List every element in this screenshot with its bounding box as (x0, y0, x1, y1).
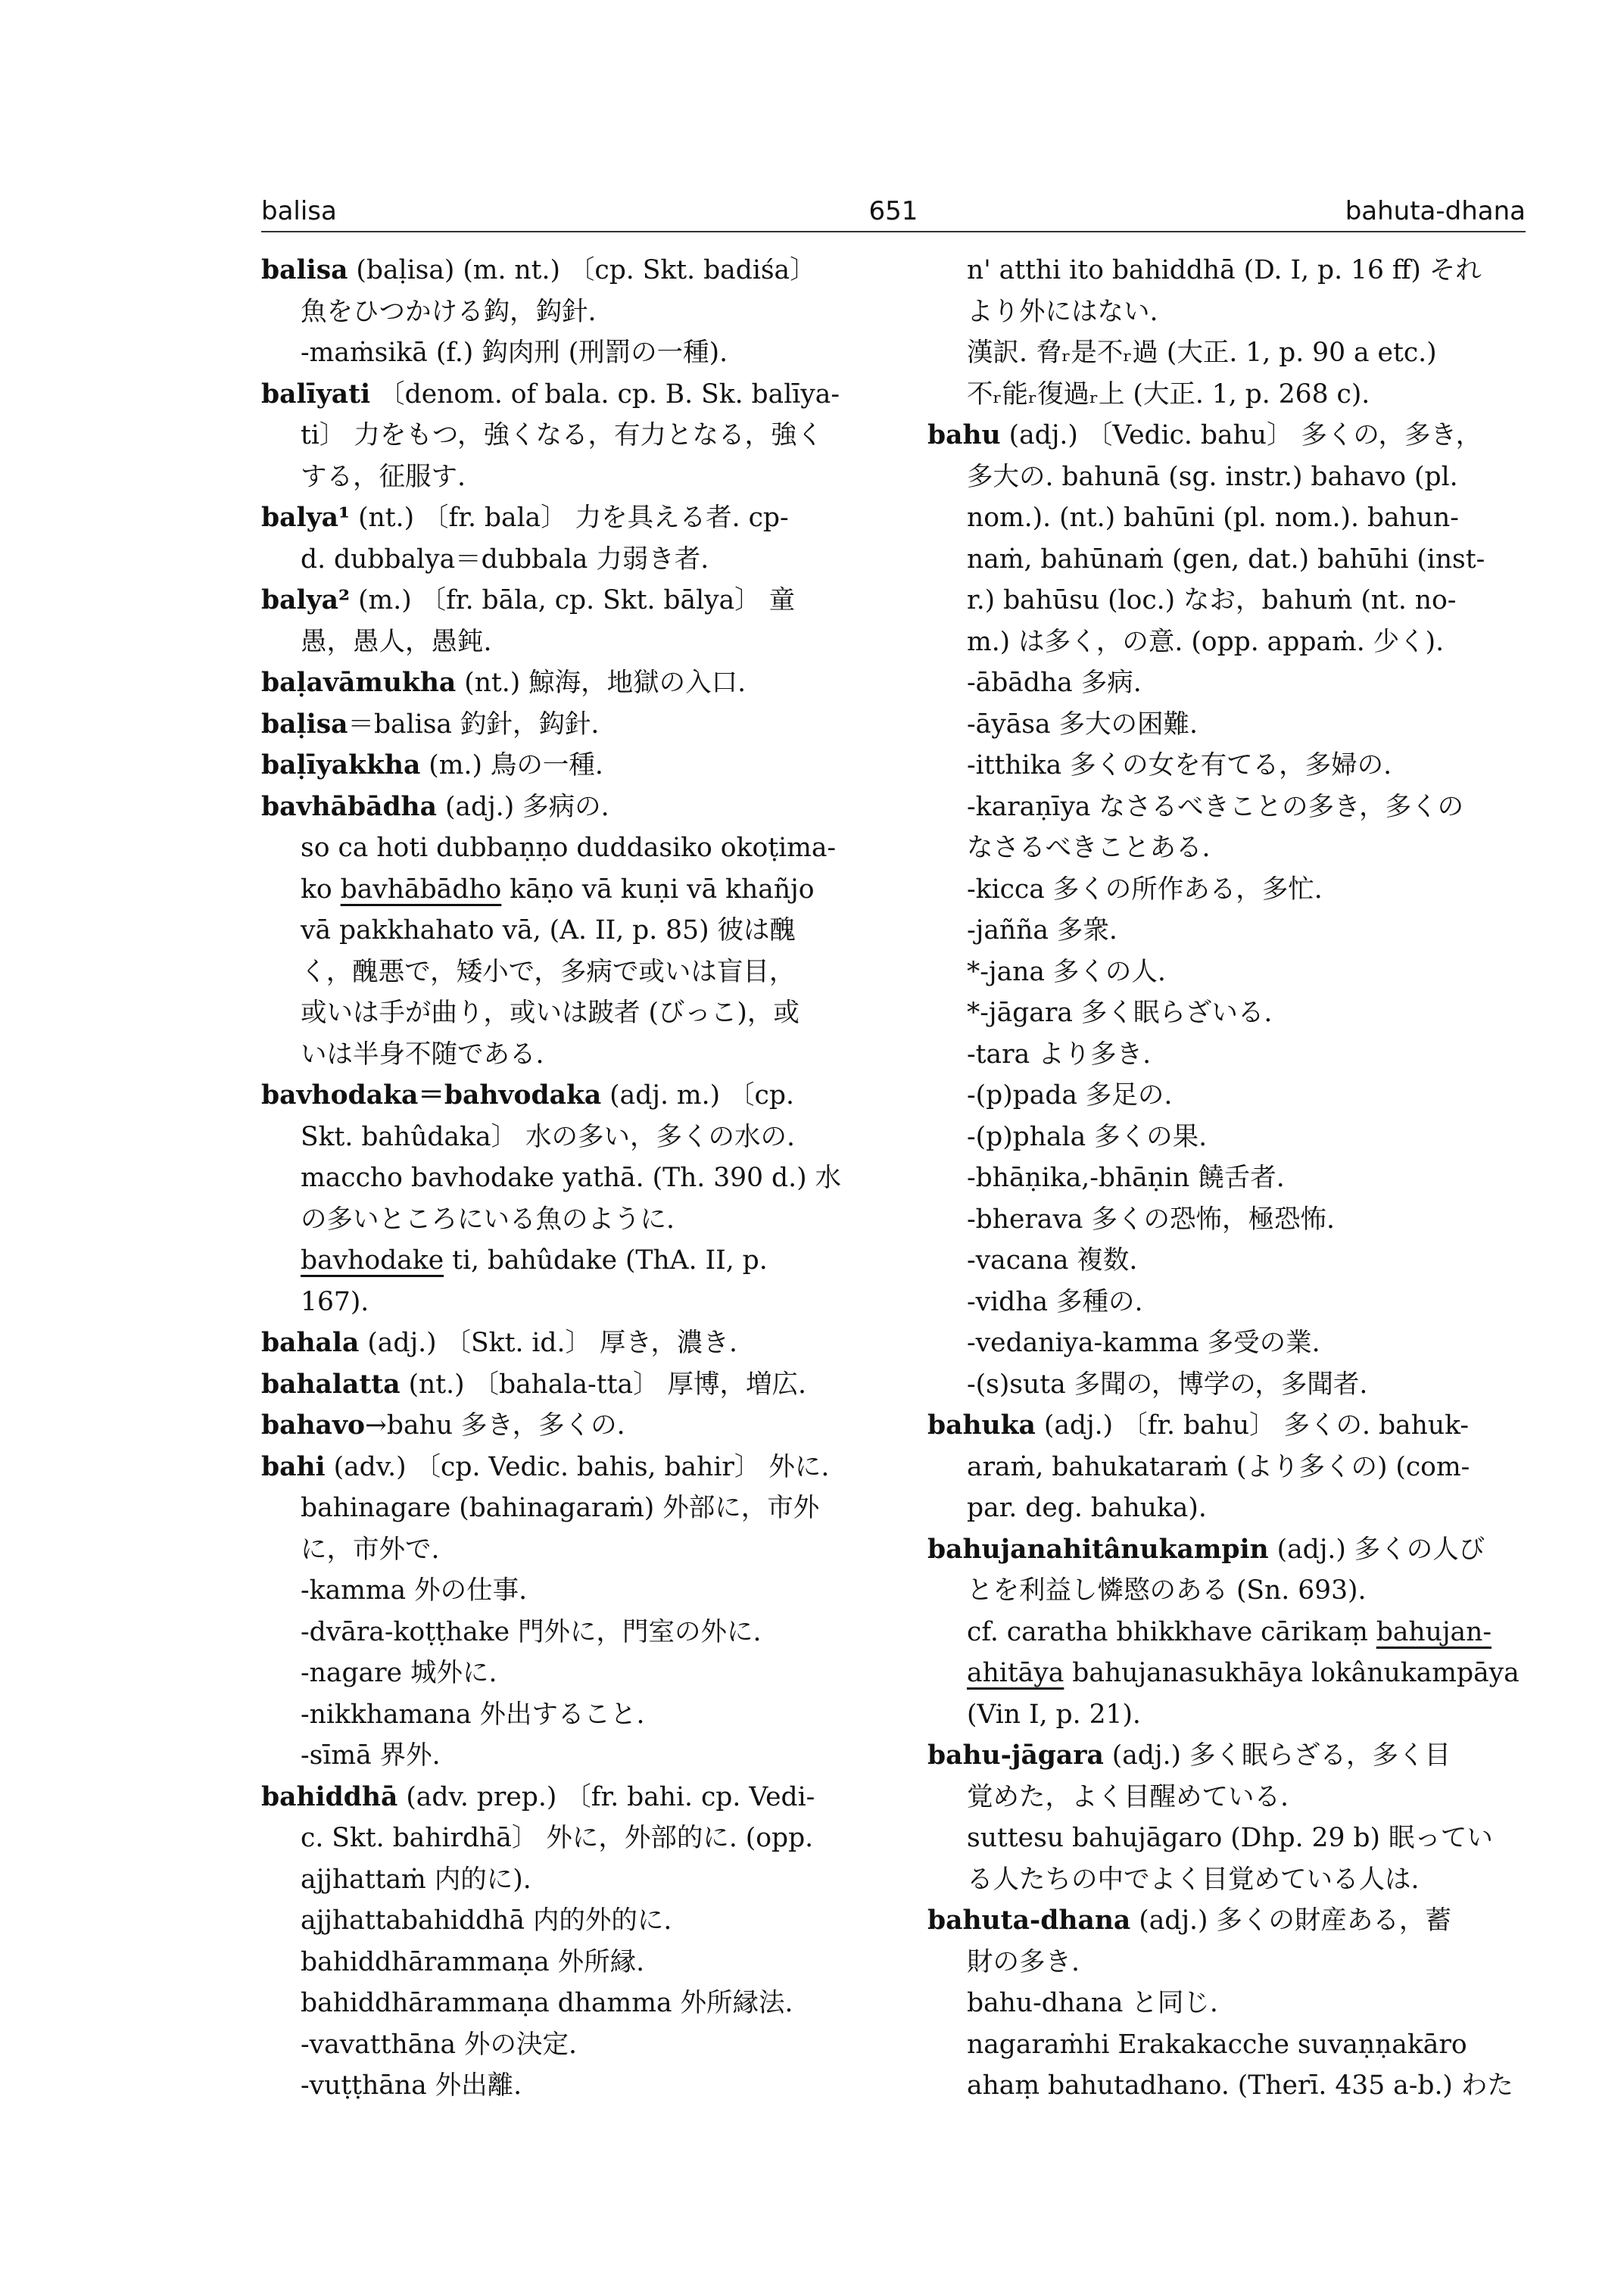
entry-continuation-line (927, 662, 1533, 704)
right-column (927, 250, 1533, 2107)
entry-headword-line (261, 1075, 867, 1117)
entry-text: 多大の. bahunā (sg. instr.) bahavo (pl. (967, 461, 1458, 492)
entry-text: (adj.) 多病の. (437, 791, 609, 822)
entry-text: する，征服す. (301, 461, 466, 492)
page-number: 651 (868, 196, 918, 226)
entry-continuation-line (927, 992, 1533, 1034)
entry-text: -vacana 複数. (967, 1245, 1138, 1276)
headword: baḷīyakkha (261, 750, 421, 780)
entry-continuation-line (927, 1364, 1533, 1406)
headword: bahavo (261, 1410, 365, 1441)
entry-continuation-line (261, 1282, 867, 1323)
entry-text: 漢訳. 脅ᵣ是不ᵣ過 (大正. 1, p. 90 a etc.) (967, 338, 1437, 368)
entry-text: d. dubbalya＝dubbala 力弱き者. (301, 544, 709, 575)
entry-text: -(p)pada 多足の. (967, 1080, 1173, 1111)
entry-text: -sīmā 界外. (301, 1740, 441, 1771)
entry-text: *-jāgara 多く眠らざいる. (967, 998, 1273, 1028)
entry-text: (adv.) 〔cp. Vedic. bahis, bahir〕 外に. (325, 1451, 830, 1482)
entry-headword-line (261, 497, 867, 539)
entry-continuation-line (927, 1075, 1533, 1117)
entry-continuation-line (927, 374, 1533, 416)
entry-text: bavhodake ti, bahûdake (ThA. II, p. (301, 1245, 768, 1276)
entry-text: いは半身不随である. (301, 1039, 544, 1070)
entry-headword-line (261, 1405, 867, 1447)
entry-text: (Vin I, p. 21). (967, 1699, 1141, 1730)
entry-continuation-line (261, 1240, 867, 1282)
headword: balya¹ (261, 503, 351, 533)
entry-text: so ca hoti dubbaṇṇo duddasiko okoṭima- (301, 833, 837, 863)
entry-continuation-line (927, 910, 1533, 952)
entry-continuation-line (261, 622, 867, 663)
entry-text: cf. caratha bhikkhave cārikaṃ bahujan- (967, 1616, 1492, 1647)
headword: bavhābādha (261, 791, 437, 822)
entry-text: bahu-dhana と同じ. (967, 1988, 1218, 2018)
entry-text: ti〕 力をもつ，強くなる，有力となる，強く (301, 420, 823, 450)
entry-headword-line (261, 1447, 867, 1488)
entry-text: (adj. m.) 〔cp. (601, 1080, 794, 1111)
entry-text: bahinagare (bahinagaraṁ) 外部に，市外 (301, 1493, 820, 1523)
headword: bahiddhā (261, 1781, 398, 1812)
entry-continuation-line (261, 415, 867, 456)
entry-text: ＝balisa 釣針，鈎針. (348, 709, 600, 740)
entry-text: (adj.) 〔fr. bahu〕 多くの. bahuk- (1035, 1410, 1470, 1441)
headword: balīyati (261, 379, 371, 410)
entry-continuation-line (261, 1488, 867, 1529)
entry-text: vā pakkhahato vā, (A. II, p. 85) 彼は醜 (301, 915, 796, 946)
entry-continuation-line (261, 2024, 867, 2066)
left-column (261, 250, 867, 2107)
entry-text: 167). (301, 1286, 369, 1317)
entry-text: ajjhattaṁ 内的に). (301, 1864, 531, 1895)
entry-text: (adj.) 多くの人び (1268, 1534, 1485, 1565)
entry-text: 或いは手が曲り，或いは跛者 (びっこ)，或 (301, 998, 800, 1028)
headword: baḷavāmukha (261, 668, 457, 698)
entry-continuation-line (927, 1488, 1533, 1529)
entry-headword-line (261, 1323, 867, 1364)
entry-text: (baḷisa) (m. nt.) 〔cp. Skt. badiśa〕 (348, 255, 816, 285)
entry-text: 財の多き. (967, 1946, 1080, 1977)
entry-continuation-line (927, 332, 1533, 374)
entry-text: 愚，愚人，愚鈍. (301, 626, 492, 657)
entry-text: maccho bavhodake yathā. (Th. 390 d.) 水 (301, 1163, 842, 1193)
entry-continuation-line (927, 827, 1533, 869)
entry-headword-line (261, 1364, 867, 1406)
entry-continuation-line (261, 1157, 867, 1199)
page-header (261, 193, 1526, 232)
entry-text: (m.) 鳥の一種. (420, 750, 603, 780)
entry-continuation-line (261, 1570, 867, 1612)
entry-text: -vuṭṭhāna 外出離. (301, 2070, 522, 2101)
entry-text: -maṁsikā (f.) 鈎肉刑 (刑罰の一種). (301, 338, 728, 368)
entry-text: (nt.) 鯨海，地獄の入口. (456, 668, 747, 698)
entry-text: -ābādha 多病. (967, 668, 1142, 698)
entry-continuation-line (261, 952, 867, 993)
entry-text: ko bavhābādho kāṇo vā kuṇi vā khañjo (301, 874, 815, 905)
entry-continuation-line (261, 1818, 867, 1859)
entry-headword-line (927, 1735, 1533, 1777)
entry-text: n' atthi ito bahiddhā (D. I, p. 16 ff) それ (967, 255, 1482, 285)
entry-continuation-line (261, 869, 867, 911)
entry-text: とを利益し憐愍のある (Sn. 693). (967, 1575, 1367, 1606)
entry-text: -kamma 外の仕事. (301, 1575, 528, 1606)
entry-continuation-line (261, 1694, 867, 1736)
entry-text: suttesu bahujāgaro (Dhp. 29 b) 眠ってい (967, 1823, 1493, 1853)
entry-text: 魚をひつかける鈎，鈎針. (301, 296, 597, 327)
entry-continuation-line (927, 1818, 1533, 1859)
entry-headword-line (927, 415, 1533, 456)
entry-text: -(s)suta 多聞の，博学の，多聞者. (967, 1369, 1368, 1400)
entry-continuation-line (261, 992, 867, 1034)
entry-headword-line (927, 1900, 1533, 1942)
entry-continuation-line (927, 869, 1533, 911)
entry-text: ahaṃ bahutadhano. (Therī. 435 a-b.) わた (967, 2070, 1513, 2101)
headword: bahujanahitânukampin (927, 1534, 1269, 1565)
entry-continuation-line (261, 456, 867, 498)
entry-text: (adj.) 〔Vedic. bahu〕 多くの，多き， (1000, 420, 1482, 450)
entry-headword-line (261, 787, 867, 828)
entry-text: に，市外で. (301, 1534, 440, 1565)
entry-text: nagaraṁhi Erakakacche suvaṇṇakāro (967, 2029, 1467, 2060)
entry-headword-line (261, 704, 867, 746)
entry-continuation-line (927, 1942, 1533, 1983)
entry-headword-line (261, 745, 867, 787)
entry-headword-line (261, 662, 867, 704)
entry-text: 〔denom. of bala. cp. B. Sk. balīya- (370, 379, 840, 410)
entry-continuation-line (261, 1942, 867, 1983)
entry-continuation-line (927, 1570, 1533, 1612)
entry-text: (nt.) 〔bahala-tta〕 厚博，増広. (400, 1369, 806, 1400)
entry-continuation-line (261, 910, 867, 952)
entry-text: ahitāya bahujanasukhāya lokânukampāya (967, 1658, 1520, 1688)
entry-continuation-line (927, 497, 1533, 539)
entry-text: bahiddhārammaṇa 外所縁. (301, 1946, 645, 1977)
entry-text: (adj.) 多くの財産ある，蓄 (1130, 1905, 1451, 1936)
entry-headword-line (261, 250, 867, 291)
headword: bahi (261, 1451, 326, 1482)
entry-continuation-line (927, 1117, 1533, 1158)
entry-headword-line (927, 1405, 1533, 1447)
entry-text: par. deg. bahuka). (967, 1493, 1207, 1523)
entry-continuation-line (927, 1859, 1533, 1901)
entry-text: nom.). (nt.) bahūni (pl. nom.). bahun- (967, 503, 1459, 533)
entry-text: ajjhattabahiddhā 内的外的に. (301, 1905, 672, 1936)
entry-continuation-line (261, 2065, 867, 2107)
entry-text: m.) は多く，の意. (opp. appaṁ. 少く). (967, 626, 1445, 657)
entry-continuation-line (927, 1653, 1533, 1694)
entry-text: c. Skt. bahirdhā〕 外に，外部的に. (opp. (301, 1823, 814, 1853)
entry-text: -(p)phala 多くの果. (967, 1121, 1208, 1152)
headword: bahuta-dhana (927, 1905, 1131, 1936)
entry-text: る人たちの中でよく目覚めている人は. (967, 1864, 1420, 1895)
entry-continuation-line (261, 1034, 867, 1076)
headword: bahala (261, 1328, 360, 1358)
headword: balya² (261, 585, 351, 615)
entry-text: (adj.) 〔Skt. id.〕 厚き，濃き. (359, 1328, 738, 1358)
entry-text: -bhāṇika,-bhāṇin 饒舌者. (967, 1163, 1285, 1193)
entry-continuation-line (927, 456, 1533, 498)
entry-text: -vidha 多種の. (967, 1286, 1143, 1317)
entry-headword-line (261, 374, 867, 416)
entry-text: -vavatthāna 外の決定. (301, 2029, 578, 2060)
entry-continuation-line (927, 1777, 1533, 1818)
entry-continuation-line (261, 1983, 867, 2024)
entry-text: -bherava 多くの恐怖，極恐怖. (967, 1204, 1335, 1235)
entry-continuation-line (261, 1199, 867, 1241)
entry-continuation-line (927, 1034, 1533, 1076)
entry-text: →bahu 多き，多くの. (364, 1410, 625, 1441)
entry-continuation-line (927, 622, 1533, 663)
entry-continuation-line (261, 332, 867, 374)
entry-continuation-line (261, 1612, 867, 1653)
entry-text: *-jana 多くの人. (967, 956, 1166, 987)
entry-text: -vedaniya-kamma 多受の業. (967, 1328, 1320, 1358)
entry-text: の多いところにいる魚のように. (301, 1204, 675, 1235)
entry-continuation-line (927, 745, 1533, 787)
entry-text: r.) bahūsu (loc.) なお，bahuṁ (nt. no- (967, 585, 1457, 615)
entry-continuation-line (927, 1240, 1533, 1282)
entry-text: 不ᵣ能ᵣ復過ᵣ上 (大正. 1, p. 268 c). (967, 379, 1370, 410)
entry-continuation-line (261, 1900, 867, 1942)
entry-continuation-line (927, 952, 1533, 993)
entry-continuation-line (927, 1323, 1533, 1364)
entry-text: -nikkhamana 外出すること. (301, 1699, 645, 1730)
entry-headword-line (261, 580, 867, 622)
entry-text: (m.) 〔fr. bāla, cp. Skt. bālya〕 童 (350, 585, 796, 615)
headword: bavhodaka＝bahvodaka (261, 1080, 602, 1111)
entry-continuation-line (927, 1983, 1533, 2024)
entry-text: (adj.) 多く眠らざる，多く目 (1103, 1740, 1451, 1771)
entry-continuation-line (927, 580, 1533, 622)
left-guide-word: balisa (261, 196, 337, 226)
entry-text: より外にはない. (967, 296, 1158, 327)
entry-text: -kicca 多くの所作ある，多忙. (967, 874, 1323, 905)
headword: bahu-jāgara (927, 1740, 1104, 1771)
entry-continuation-line (261, 1117, 867, 1158)
entry-text: bahiddhārammaṇa dhamma 外所縁法. (301, 1988, 793, 2018)
entry-text: -nagare 城外に. (301, 1658, 497, 1688)
entry-text: く，醜悪で，矮小で，多病で或いは盲目， (301, 956, 796, 987)
entry-text: -itthika 多くの女を有てる，多婦の. (967, 750, 1392, 780)
entry-continuation-line (927, 2024, 1533, 2066)
entry-text: naṁ, bahūnaṁ (gen, dat.) bahūhi (inst- (967, 544, 1485, 575)
entry-text: 覚めた，よく目醒めている. (967, 1781, 1289, 1812)
entry-continuation-line (261, 1529, 867, 1571)
entry-text: Skt. bahûdaka〕 水の多い，多くの水の. (301, 1121, 795, 1152)
entry-continuation-line (927, 1447, 1533, 1488)
headword: baḷisa (261, 709, 348, 740)
entry-text: -āyāsa 多大の困難. (967, 709, 1198, 740)
entry-continuation-line (927, 2065, 1533, 2107)
headword: bahalatta (261, 1369, 401, 1400)
entry-continuation-line (927, 704, 1533, 746)
entry-continuation-line (927, 1157, 1533, 1199)
entry-text: -karaṇīya なさるべきことの多き，多くの (967, 791, 1464, 822)
entry-continuation-line (927, 1694, 1533, 1736)
entry-continuation-line (261, 1735, 867, 1777)
entry-continuation-line (927, 787, 1533, 828)
entry-text: (adv. prep.) 〔fr. bahi. cp. Vedi- (397, 1781, 815, 1812)
entry-continuation-line (261, 1859, 867, 1901)
entry-continuation-line (261, 827, 867, 869)
entry-continuation-line (927, 539, 1533, 581)
headword: bahuka (927, 1410, 1036, 1441)
entry-continuation-line (927, 291, 1533, 333)
entry-continuation-line (927, 1282, 1533, 1323)
entry-continuation-line (927, 1612, 1533, 1653)
headword: bahu (927, 420, 1001, 450)
entry-text: araṁ, bahukataraṁ (より多くの) (com- (967, 1451, 1470, 1482)
entry-headword-line (927, 1529, 1533, 1571)
entry-continuation-line (261, 291, 867, 333)
entry-text: なさるべきことある. (967, 833, 1211, 863)
headword: balisa (261, 255, 348, 285)
entry-text: -tara より多き. (967, 1039, 1152, 1070)
entry-continuation-line (261, 1653, 867, 1694)
entry-headword-line (261, 1777, 867, 1818)
right-guide-word: bahuta-dhana (1345, 196, 1526, 226)
entry-continuation-line (261, 539, 867, 581)
entry-text: (nt.) 〔fr. bala〕 力を具える者. cp- (350, 503, 789, 533)
entry-continuation-line (927, 250, 1533, 291)
entry-text: -jañña 多衆. (967, 915, 1117, 946)
entry-continuation-line (927, 1199, 1533, 1241)
entry-text: -dvāra-koṭṭhake 門外に，門室の外に. (301, 1616, 762, 1647)
